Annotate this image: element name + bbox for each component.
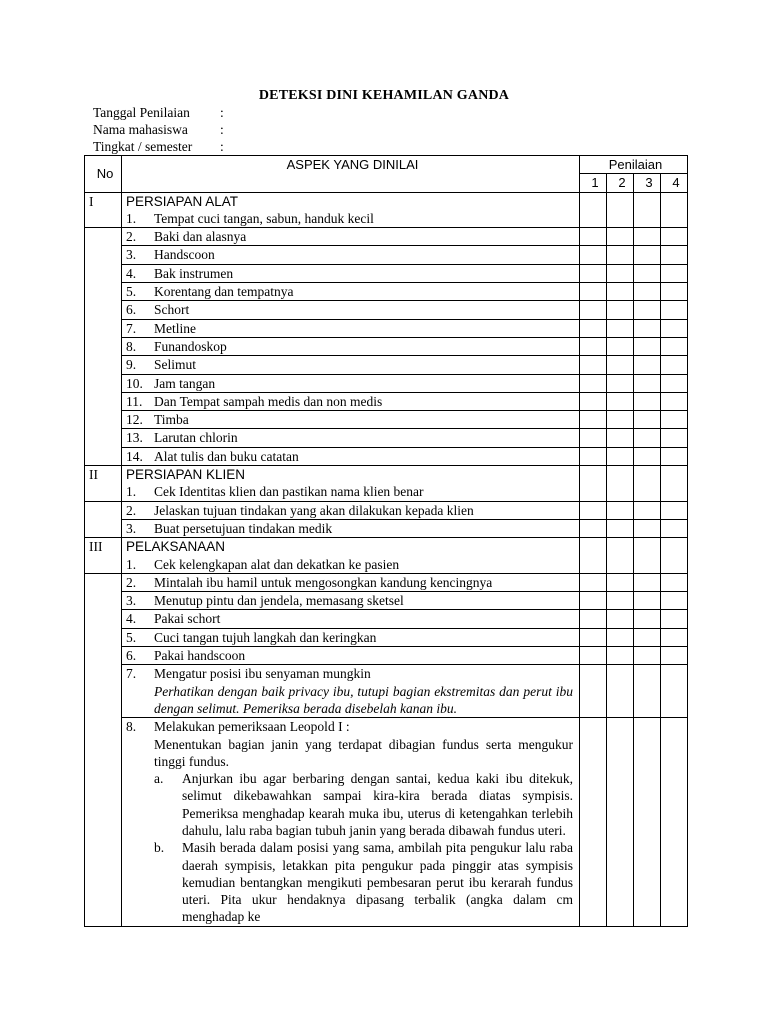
score-checkbox-2[interactable]	[607, 429, 634, 447]
item-number: 1.	[126, 484, 137, 500]
item-number: 2.	[126, 502, 137, 518]
aspect-cell	[122, 356, 580, 374]
score-checkbox-3[interactable]	[634, 573, 661, 591]
aspect-cell	[122, 283, 580, 301]
score-checkbox-4[interactable]	[661, 665, 688, 718]
sub-item	[126, 839, 579, 925]
score-checkbox-2[interactable]	[607, 573, 634, 591]
score-checkbox-2[interactable]	[607, 411, 634, 429]
number-spacer	[85, 228, 122, 466]
item-text: Dan Tempat sampah medis dan non medis	[154, 393, 383, 409]
aspect-cell	[122, 337, 580, 355]
item-text: Timba	[154, 412, 189, 428]
score-checkbox-1[interactable]	[580, 301, 607, 319]
item-text: Alat tulis dan buku catatan	[154, 448, 299, 464]
section-row	[85, 466, 688, 502]
checklist-item	[126, 429, 579, 446]
aspect-cell	[122, 718, 580, 927]
score-checkbox-4[interactable]	[661, 429, 688, 447]
checklist-item	[126, 246, 579, 263]
score-checkbox-3[interactable]	[634, 192, 661, 228]
checklist-item	[126, 320, 579, 337]
checklist-item	[126, 265, 579, 282]
item-description: Menentukan bagian janin yang terdapat dibagian fundus serta mengukur tinggi fundus.	[154, 736, 573, 769]
score-checkbox-4[interactable]	[661, 447, 688, 465]
item-text: Funandoskop	[154, 338, 227, 354]
score-checkbox-4[interactable]	[661, 628, 688, 646]
score-checkbox-4[interactable]	[661, 538, 688, 574]
assessment-table	[84, 155, 688, 927]
score-checkbox-1[interactable]	[580, 429, 607, 447]
item-text: Mengatur posisi ibu senyaman mungkin	[154, 666, 371, 682]
item-number: 3.	[126, 247, 137, 263]
checklist-item	[126, 556, 579, 573]
table-row	[85, 374, 688, 392]
item-number: 11.	[126, 393, 143, 409]
aspect-cell	[122, 374, 580, 392]
score-checkbox-2[interactable]	[607, 538, 634, 574]
score-checkbox-4[interactable]	[661, 283, 688, 301]
score-checkbox-1[interactable]	[580, 592, 607, 610]
table-row	[85, 592, 688, 610]
checklist-item	[126, 574, 579, 591]
score-checkbox-3[interactable]	[634, 429, 661, 447]
score-checkbox-1[interactable]	[580, 356, 607, 374]
score-checkbox-3[interactable]	[634, 519, 661, 537]
score-checkbox-2[interactable]	[607, 519, 634, 537]
score-checkbox-4[interactable]	[661, 392, 688, 410]
score-checkbox-3[interactable]	[634, 337, 661, 355]
score-checkbox-1[interactable]	[580, 319, 607, 337]
section-title: PERSIAPAN ALAT	[126, 193, 239, 209]
aspect-cell	[122, 501, 580, 519]
score-checkbox-1[interactable]	[580, 411, 607, 429]
score-checkbox-1[interactable]	[580, 501, 607, 519]
sub-item-letter: a.	[154, 771, 164, 787]
header-row	[85, 156, 688, 174]
score-checkbox-2[interactable]	[607, 374, 634, 392]
item-text: Jam tangan	[154, 375, 216, 391]
score-checkbox-2[interactable]	[607, 392, 634, 410]
score-checkbox-1[interactable]	[580, 466, 607, 502]
score-checkbox-3[interactable]	[634, 374, 661, 392]
score-checkbox-2[interactable]	[607, 718, 634, 927]
sub-item	[126, 770, 579, 839]
checklist-item	[126, 301, 579, 318]
score-checkbox-2[interactable]	[607, 665, 634, 718]
table-row	[85, 356, 688, 374]
aspect-cell	[122, 447, 580, 465]
score-checkbox-1[interactable]	[580, 264, 607, 282]
score-checkbox-2[interactable]	[607, 356, 634, 374]
item-text: Pakai handscoon	[154, 648, 246, 664]
score-checkbox-4[interactable]	[661, 647, 688, 665]
item-text: Korentang dan tempatnya	[154, 284, 294, 300]
score-checkbox-3[interactable]	[634, 411, 661, 429]
score-checkbox-2[interactable]	[607, 501, 634, 519]
section-number: I	[85, 192, 122, 228]
table-row	[85, 628, 688, 646]
section-title: PELAKSANAAN	[126, 539, 226, 555]
score-checkbox-3[interactable]	[634, 628, 661, 646]
score-header-1: 1	[580, 174, 607, 192]
score-checkbox-2[interactable]	[607, 610, 634, 628]
score-checkbox-1[interactable]	[580, 246, 607, 264]
document-title: DETEKSI DINI KEHAMILAN GANDA	[258, 88, 510, 103]
score-checkbox-4[interactable]	[661, 356, 688, 374]
score-checkbox-4[interactable]	[661, 411, 688, 429]
number-spacer	[85, 501, 122, 538]
score-checkbox-2[interactable]	[607, 228, 634, 246]
item-text: Cek Identitas klien dan pastikan nama klien benar	[154, 484, 424, 500]
item-number: 4.	[126, 611, 137, 627]
item-number: 6.	[126, 302, 137, 318]
aspect-cell	[122, 628, 580, 646]
score-checkbox-3[interactable]	[634, 283, 661, 301]
checklist-item	[126, 718, 579, 735]
checklist-item	[126, 356, 579, 373]
score-checkbox-3[interactable]	[634, 356, 661, 374]
score-checkbox-1[interactable]	[580, 718, 607, 927]
table-row	[85, 501, 688, 519]
table-row	[85, 429, 688, 447]
aspect-cell	[122, 573, 580, 591]
checklist-item	[126, 448, 579, 465]
score-checkbox-2[interactable]	[607, 283, 634, 301]
score-checkbox-3[interactable]	[634, 447, 661, 465]
aspect-cell	[122, 665, 580, 718]
item-number: 6.	[126, 648, 137, 664]
checklist-item	[126, 210, 579, 227]
section-cell	[122, 192, 580, 228]
table-row	[85, 228, 688, 246]
item-text: Mintalah ibu hamil untuk mengosongkan kandung kencingnya	[154, 574, 493, 590]
item-text: Menutup pintu dan jendela, memasang sketsel	[154, 593, 404, 609]
item-text: Bak instrumen	[154, 265, 234, 281]
section-row	[85, 192, 688, 228]
aspect-cell	[122, 392, 580, 410]
item-text: Cuci tangan tujuh langkah dan keringkan	[154, 629, 377, 645]
score-checkbox-1[interactable]	[580, 392, 607, 410]
score-checkbox-1[interactable]	[580, 337, 607, 355]
score-checkbox-4[interactable]	[661, 374, 688, 392]
table-row	[85, 337, 688, 355]
score-checkbox-1[interactable]	[580, 374, 607, 392]
table-row	[85, 610, 688, 628]
score-checkbox-3[interactable]	[634, 718, 661, 927]
score-checkbox-2[interactable]	[607, 592, 634, 610]
score-checkbox-3[interactable]	[634, 246, 661, 264]
score-checkbox-1[interactable]	[580, 519, 607, 537]
score-checkbox-3[interactable]	[634, 501, 661, 519]
score-checkbox-2[interactable]	[607, 628, 634, 646]
checklist-item	[126, 665, 579, 682]
item-number: 7.	[126, 320, 137, 336]
table-row	[85, 411, 688, 429]
checklist-item	[126, 647, 579, 664]
score-checkbox-2[interactable]	[607, 301, 634, 319]
sub-item-letter: b.	[154, 840, 165, 856]
meta-label: Tanggal Penilaian	[93, 105, 190, 120]
item-number: 1.	[126, 210, 137, 226]
sub-item-text: Anjurkan ibu agar berbaring dengan santai, kedua kaki ibu ditekuk, selimut dikebawahkan sampai kira-kira berada diatas sympisis. Pemeriksa menghadap kearah muka ibu, uterus di ketengahkan terlebih dahulu, lalu raba bagian tubuh janin yang berada dibawah fundus uteri.	[182, 771, 573, 838]
checklist-item	[126, 338, 579, 355]
meta-tingkat-semester	[93, 138, 224, 155]
score-checkbox-4[interactable]	[661, 610, 688, 628]
meta-tanggal-penilaian	[93, 104, 224, 121]
score-checkbox-4[interactable]	[661, 264, 688, 282]
checklist-item	[126, 610, 579, 627]
meta-label: Tingkat / semester	[93, 139, 193, 154]
item-number: 7.	[126, 666, 137, 682]
table-row	[85, 392, 688, 410]
section-number: III	[85, 538, 122, 574]
score-checkbox-1[interactable]	[580, 447, 607, 465]
score-checkbox-2[interactable]	[607, 447, 634, 465]
score-checkbox-1[interactable]	[580, 647, 607, 665]
item-text: Jelaskan tujuan tindakan yang akan dilakukan kepada klien	[154, 502, 474, 518]
item-number: 4.	[126, 265, 137, 281]
aspect-cell	[122, 519, 580, 537]
aspect-cell	[122, 319, 580, 337]
score-checkbox-3[interactable]	[634, 592, 661, 610]
score-checkbox-3[interactable]	[634, 466, 661, 502]
score-checkbox-3[interactable]	[634, 392, 661, 410]
section-number: II	[85, 466, 122, 502]
col-header-penilaian: Penilaian	[580, 156, 688, 174]
table-row	[85, 246, 688, 264]
score-checkbox-2[interactable]	[607, 466, 634, 502]
item-text: Handscoon	[154, 247, 215, 263]
score-checkbox-2[interactable]	[607, 337, 634, 355]
aspect-cell	[122, 429, 580, 447]
score-checkbox-1[interactable]	[580, 610, 607, 628]
item-text: Schort	[154, 302, 190, 318]
item-number: 12.	[126, 412, 143, 428]
item-number: 5.	[126, 284, 137, 300]
checklist-item	[126, 375, 579, 392]
score-checkbox-3[interactable]	[634, 647, 661, 665]
item-number: 9.	[126, 357, 137, 373]
item-text: Cek kelengkapan alat dan dekatkan ke pasien	[154, 556, 400, 572]
score-checkbox-1[interactable]	[580, 573, 607, 591]
score-checkbox-4[interactable]	[661, 246, 688, 264]
score-header-3: 3	[634, 174, 661, 192]
score-checkbox-2[interactable]	[607, 264, 634, 282]
score-checkbox-4[interactable]	[661, 519, 688, 537]
aspect-cell	[122, 264, 580, 282]
col-header-no: No	[85, 156, 122, 193]
score-checkbox-1[interactable]	[580, 228, 607, 246]
score-checkbox-3[interactable]	[634, 319, 661, 337]
table-row	[85, 301, 688, 319]
score-checkbox-3[interactable]	[634, 665, 661, 718]
score-checkbox-4[interactable]	[661, 192, 688, 228]
score-checkbox-3[interactable]	[634, 301, 661, 319]
checklist-item	[126, 520, 579, 537]
score-checkbox-2[interactable]	[607, 647, 634, 665]
aspect-cell	[122, 592, 580, 610]
aspect-cell	[122, 411, 580, 429]
meta-separator: :	[220, 122, 224, 137]
table-row	[85, 447, 688, 465]
score-checkbox-4[interactable]	[661, 337, 688, 355]
checklist-item	[126, 393, 579, 410]
table-row	[85, 519, 688, 537]
section-cell	[122, 538, 580, 574]
checklist-item	[126, 629, 579, 646]
item-number: 2.	[126, 229, 137, 245]
item-text: Metline	[154, 320, 196, 336]
score-header-2: 2	[607, 174, 634, 192]
score-checkbox-4[interactable]	[661, 301, 688, 319]
score-checkbox-3[interactable]	[634, 228, 661, 246]
table-row	[85, 573, 688, 591]
item-text: Melakukan pemeriksaan Leopold I :	[154, 719, 350, 735]
score-checkbox-4[interactable]	[661, 319, 688, 337]
item-number: 5.	[126, 629, 137, 645]
item-note: Perhatikan dengan baik privacy ibu, tutupi bagian ekstremitas dan perut ibu dengan selimut. Pemeriksa berada disebelah kanan ibu.	[154, 683, 573, 716]
aspect-cell	[122, 610, 580, 628]
section-row	[85, 538, 688, 574]
item-number: 3.	[126, 520, 137, 536]
score-checkbox-4[interactable]	[661, 573, 688, 591]
score-checkbox-4[interactable]	[661, 592, 688, 610]
table-row	[85, 264, 688, 282]
item-number: 3.	[126, 593, 137, 609]
table-row	[85, 647, 688, 665]
item-number: 13.	[126, 430, 143, 446]
item-number: 2.	[126, 574, 137, 590]
score-checkbox-4[interactable]	[661, 228, 688, 246]
score-checkbox-1[interactable]	[580, 628, 607, 646]
item-text: Pakai schort	[154, 611, 221, 627]
aspect-cell	[122, 246, 580, 264]
item-text: Selimut	[154, 357, 197, 373]
checklist-item	[126, 502, 579, 519]
sub-item-text: Masih berada dalam posisi yang sama, ambilah pita pengukur lalu raba daerah sympisis, letakkan pita pengukur pada pinggir atas sympisis kemudian bentangkan mengikuti pembesaran perut ibu kerarah fundus uteri. Pita ukur hendaknya dipasang terbalik (angka dalam cm menghadap ke	[182, 840, 573, 925]
table-row	[85, 319, 688, 337]
aspect-cell	[122, 228, 580, 246]
score-checkbox-1[interactable]	[580, 283, 607, 301]
item-text: Buat persetujuan tindakan medik	[154, 520, 333, 536]
score-checkbox-1[interactable]	[580, 665, 607, 718]
checklist-item	[126, 411, 579, 428]
meta-separator: :	[220, 105, 224, 120]
section-title: PERSIAPAN KLIEN	[126, 467, 246, 483]
meta-separator: :	[220, 139, 224, 154]
aspect-cell	[122, 647, 580, 665]
score-checkbox-3[interactable]	[634, 264, 661, 282]
score-checkbox-1[interactable]	[580, 538, 607, 574]
item-text: Larutan chlorin	[154, 430, 238, 446]
score-checkbox-2[interactable]	[607, 319, 634, 337]
score-checkbox-2[interactable]	[607, 192, 634, 228]
score-checkbox-4[interactable]	[661, 718, 688, 927]
table-row	[85, 665, 688, 718]
number-spacer	[85, 573, 122, 926]
table-row	[85, 718, 688, 927]
item-text: Tempat cuci tangan, sabun, handuk kecil	[154, 210, 374, 226]
meta-nama-mahasiswa	[93, 121, 224, 138]
item-number: 8.	[126, 719, 137, 735]
item-number: 10.	[126, 375, 143, 391]
score-checkbox-4[interactable]	[661, 466, 688, 502]
item-number: 14.	[126, 448, 143, 464]
meta-label: Nama mahasiswa	[93, 122, 188, 137]
score-checkbox-3[interactable]	[634, 610, 661, 628]
item-number: 1.	[126, 556, 137, 572]
col-header-aspek: ASPEK YANG DINILAI	[122, 156, 580, 193]
aspect-cell	[122, 301, 580, 319]
checklist-item	[126, 592, 579, 609]
checklist-item	[126, 483, 579, 500]
item-number: 8.	[126, 338, 137, 354]
score-checkbox-3[interactable]	[634, 538, 661, 574]
section-cell	[122, 466, 580, 502]
score-checkbox-2[interactable]	[607, 246, 634, 264]
checklist-item	[126, 228, 579, 245]
score-checkbox-1[interactable]	[580, 192, 607, 228]
score-checkbox-4[interactable]	[661, 501, 688, 519]
item-text: Baki dan alasnya	[154, 229, 247, 245]
table-row	[85, 283, 688, 301]
checklist-item	[126, 283, 579, 300]
score-header-4: 4	[661, 174, 688, 192]
